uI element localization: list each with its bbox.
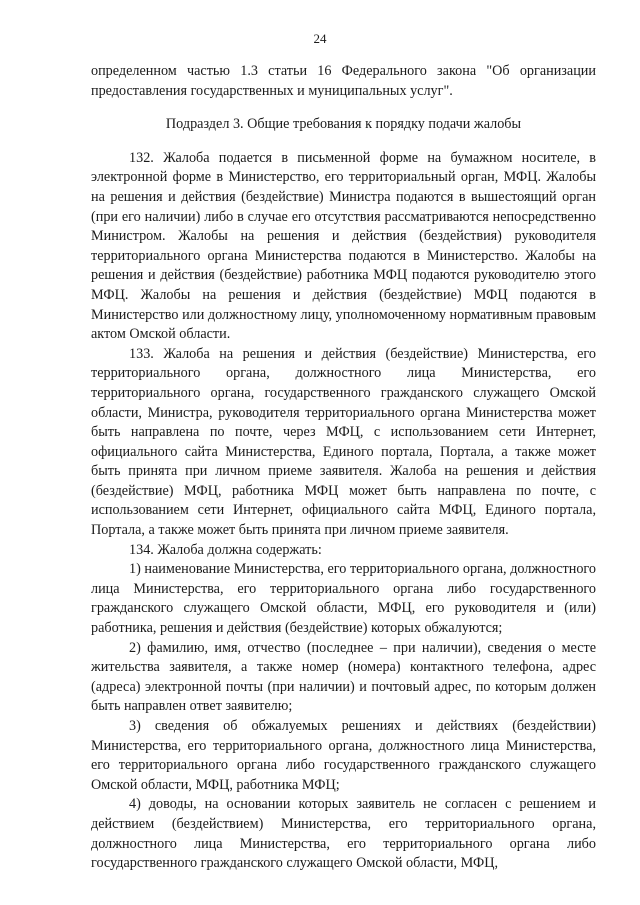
paragraph-134: 134. Жалоба должна содержать: [129,541,322,558]
list-item-1: 1) наименование Министерства, его территориального органа, должностного лица Министерства, его территориального органа либо государственного гражданского служащего Омской области, МФЦ, его руководителя и (или) работника, решения и действия (бездействие) которых обжалуются; [91,561,596,637]
subsection-heading: Подраздел 3. Общие требования к порядку подачи жалобы [165,116,522,133]
paragraph-133: 133. Жалоба на решения и действия (бездействие) Министерства, его территориального органа, должностного лица Министерства, его территориального органа, государственного гражданского служащего Омской области, Министра, руководителя территориального органа Министерства может быть направлена по почте, через МФЦ, с использованием сети Интернет, официального сайта Министерства, Единого портала, Портала, а также может быть принята при личном приеме заявителя. Жалоба на решения и действия (бездействие) МФЦ, работника МФЦ может быть направлена по почте, с использованием сети Интернет, официального сайта МФЦ, Единого портала, Портала, а также может быть принята при личном приеме заявителя. [91,345,596,539]
list-item-4: 4) доводы, на основании которых заявитель не согласен с решением и действием (бездействием) Министерства, его территориального органа, должностного лица Министерства, его территориального органа либо государственного гражданского служащего Омской области, МФЦ, [91,796,596,872]
paragraph-132: 132. Жалоба подается в письменной форме на бумажном носителе, в электронной форме в Министерство, его территориальный орган, МФЦ. Жалобы на решения и действия (бездействие) Министра подаются в вышестоящий орган (при его наличии) либо в случае его отсутствия рассматриваются непосредственно Министром. Жалобы на решения и действия (бездействия) руководителя территориального органа Министерства подаются в Министерство. Жалобы на решения и действия (бездействие) работника МФЦ подаются руководителю этого МФЦ. Жалобы на решения и действия (бездействие) МФЦ подаются в Министерство или должностному лицу, уполномоченному нормативным правовым актом Омской области. [91,149,596,343]
document-body [91,62,596,874]
list-item-3: 3) сведения об обжалуемых решениях и действиях (бездействии) Министерства, его территориального органа, должностного лица Министерства, его территориального органа либо государственного гражданского служащего Омской области, МФЦ, работника МФЦ; [91,718,596,793]
page-number: 24 [313,31,327,46]
list-item-2: 2) фамилию, имя, отчество (последнее – при наличии), сведения о месте жительства заявителя, а также номер (номера) контактного телефона, адрес (адреса) электронной почты (при наличии) и почтовый адрес, по которым должен быть направлен ответ заявителю; [91,639,596,715]
paragraph-continuation: определенном частью 1.3 статьи 16 Федерального закона "Об организации предоставления государственных и муниципальных услуг". [91,63,596,99]
